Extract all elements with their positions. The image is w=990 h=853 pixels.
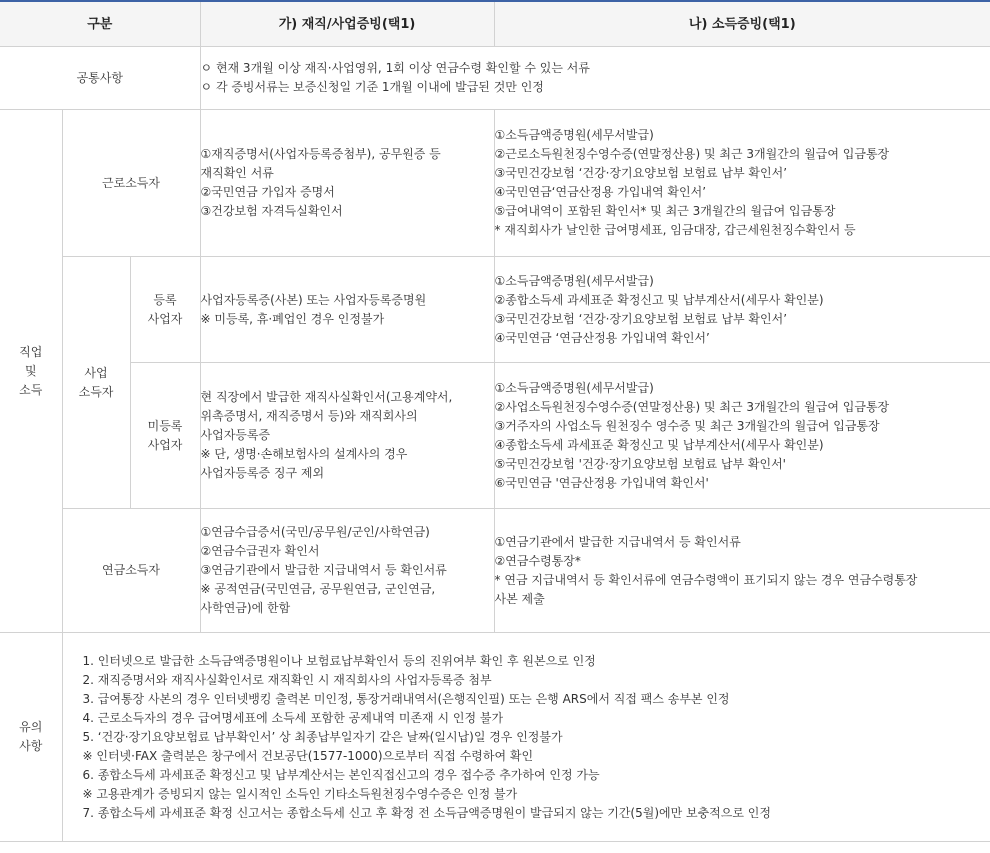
earned-row (0, 110, 990, 257)
registered-label: 등록 사업자 (130, 257, 200, 363)
notes-content (62, 633, 990, 842)
notes-row (0, 633, 990, 842)
pension-label: 연금소득자 (62, 509, 200, 633)
note-line: 7. 종합소득세 과세표준 확정 신고서는 종합소득세 신고 후 확정 전 소득금액증명원이 발급되지 않는 기간(5월)에만 보충적으로 인정 (82, 805, 771, 820)
earned-label: 근로소득자 (62, 110, 200, 257)
common-content (200, 47, 990, 110)
registered-proof-a: 사업자등록증(사본) 또는 사업자등록증명원 ※ 미등록, 휴·폐업인 경우 인정불가 (200, 257, 494, 363)
job-income-label: 직업 및 소득 (0, 110, 62, 633)
note-line: ※ 인터넷·FAX 출력분은 창구에서 건보공단(1577-1000)으로부터 직접 수령하여 확인 (82, 748, 534, 763)
note-line: 2. 재직증명서와 재직사실확인서로 재직확인 시 재직회사의 사업자등록증 첨부 (82, 672, 492, 687)
pension-proof-a: ①연금수급증서(국민/공무원/군인/사학연금) ②연금수급권자 확인서 ③연금기관에서 발급한 지급내역서 등 확인서류 ※ 공적연금(국민연금, 공무원연금, 군인연금, 사학연금)에 한함 (200, 509, 494, 633)
common-row (0, 47, 990, 110)
notes-label: 유의 사항 (0, 633, 62, 842)
pension-proof-b: ①연금기관에서 발급한 지급내역서 등 확인서류 ②연금수령통장* * 연금 지급내역서 등 확인서류에 연금수령액이 표기되지 않는 경우 연금수령통장 사본 제출 (494, 509, 990, 633)
unregistered-label: 미등록 사업자 (130, 363, 200, 509)
registered-proof-b: ①소득금액증명원(세무서발급) ②종합소득세 과세표준 확정신고 및 납부계산서(세무사 확인분) ③국민건강보험 ‘건강·장기요양보험 보험료 납부 확인서’ ④국민연금 ‘연금산정용 가입내역 확인서’ (494, 257, 990, 363)
note-line: 4. 근로소득자의 경우 급여명세표에 소득세 포함한 공제내역 미존재 시 인정 불가 (82, 710, 504, 725)
registered-row (0, 257, 990, 363)
unregistered-proof-b: ①소득금액증명원(세무서발급) ②사업소득원천징수영수증(연말정산용) 및 최근 3개월간의 월급여 입금통장 ③거주자의 사업소득 원천징수 영수증 및 최근 3개월간의 월급여 입금통장 ④종합소득세 과세표준 확정신고 및 납부계산서(세무사 확인분) ⑤국민건강보험 '건강·장기요양보험 보험료 납부 확인서' ⑥국민연금 '연금산정용 가입내역 확인서' (494, 363, 990, 509)
header-col-b: 나) 소득증빙(택1) (494, 1, 990, 47)
header-category: 구분 (0, 1, 200, 47)
common-line: ㅇ 각 증빙서류는 보증신청일 기준 1개월 이내에 발급된 것만 인정 (200, 80, 544, 94)
note-line: 1. 인터넷으로 발급한 소득금액증명원이나 보험료납부확인서 등의 진위여부 확인 후 원본으로 인정 (82, 653, 596, 668)
note-line: 3. 급여통장 사본의 경우 인터넷뱅킹 출력본 미인정, 통장거래내역서(은행직인필) 또는 은행 ARS에서 직접 팩스 송부본 인정 (82, 691, 730, 706)
unregistered-proof-a: 현 직장에서 발급한 재직사실확인서(고용계약서, 위촉증명서, 재직증명서 등)와 재직회사의 사업자등록증 ※ 단, 생명·손해보험사의 설계사의 경우 사업자등록증 징구 제외 (200, 363, 494, 509)
note-line: ※ 고용관계가 증빙되지 않는 일시적인 소득인 기타소득원천징수영수증은 인정 불가 (82, 786, 518, 801)
common-line: ㅇ 현재 3개월 이상 재직·사업영위, 1회 이상 연금수령 확인할 수 있는 서류 (200, 61, 590, 75)
header-col-a: 가) 재직/사업증빙(택1) (200, 1, 494, 47)
earned-proof-a: ①재직증명서(사업자등록증첨부), 공무원증 등 재직확인 서류 ②국민연금 가입자 증명서 ③건강보험 자격득실확인서 (200, 110, 494, 257)
unregistered-row (0, 363, 990, 509)
pension-row (0, 509, 990, 633)
business-label: 사업 소득자 (62, 257, 130, 509)
note-line: 6. 종합소득세 과세표준 확정신고 및 납부계산서는 본인직접신고의 경우 접수증 추가하여 인정 가능 (82, 767, 600, 782)
header-row (0, 1, 990, 47)
note-line: 5. ‘건강·장기요양보험료 납부확인서’ 상 최종납부일자기 같은 날짜(일시납)일 경우 인정불가 (82, 729, 563, 744)
earned-proof-b: ①소득금액증명원(세무서발급) ②근로소득원천징수영수증(연말정산용) 및 최근 3개월간의 월급여 입금통장 ③국민건강보험 ‘건강·장기요양보험 보험료 납부 확인서’ ④국민연금‘연금산정용 가입내역 확인서’ ⑤급여내역이 포함된 확인서* 및 최근 3개월간의 월급여 입금통장 * 재직회사가 날인한 급여명세표, 임금대장, 갑근세원천징수확인서 등 (494, 110, 990, 257)
common-label: 공통사항 (0, 47, 200, 110)
